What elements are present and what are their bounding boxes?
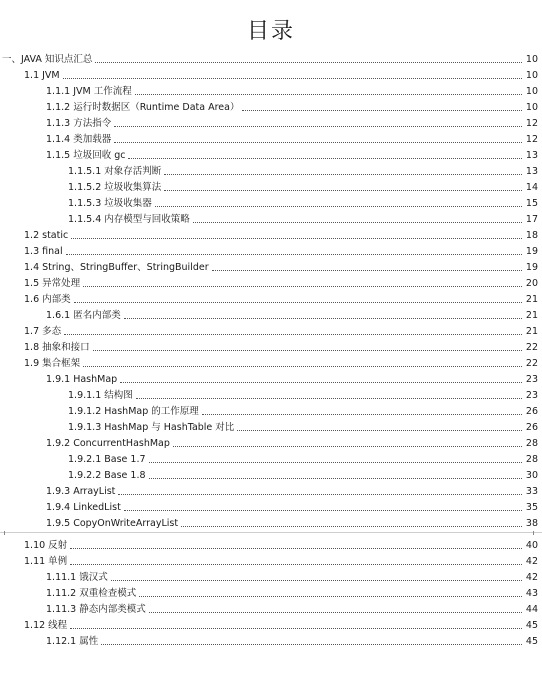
toc-entry[interactable] — [0, 552, 542, 568]
toc-entry-page-number: 28 — [525, 438, 538, 449]
toc-entry-page-number: 12 — [525, 134, 538, 145]
toc-entry[interactable] — [0, 402, 542, 418]
toc-entry-page-number: 21 — [525, 310, 538, 321]
toc-entry-title: 1.9.1.1 结构图 — [68, 390, 133, 401]
toc-entry-page-number: 10 — [525, 102, 538, 113]
toc-entry-page-number: 10 — [525, 54, 538, 65]
toc-entry[interactable] — [0, 226, 542, 242]
toc-entry-title: 1.9.1.2 HashMap 的工作原理 — [68, 406, 199, 417]
toc-entry-page-number: 44 — [525, 604, 538, 615]
toc-entry-title: 1.6 内部类 — [24, 294, 71, 305]
toc-entry-title: 1.9.1 HashMap — [46, 374, 118, 385]
toc-entry-title: 1.1.2 运行时数据区（Runtime Data Area） — [46, 102, 240, 113]
toc-entry-page-number: 40 — [525, 540, 538, 551]
toc-entry-page-number: 19 — [525, 262, 538, 273]
toc-entry-title: 1.9.2 ConcurrentHashMap — [46, 438, 170, 449]
page-break-marker-right — [533, 531, 538, 535]
toc-entry-title: 1.7 多态 — [24, 326, 62, 337]
toc-entry-title: 1.1.5.1 对象存活判断 — [68, 166, 162, 177]
dot-leader — [83, 286, 522, 287]
toc-entry[interactable] — [0, 242, 542, 258]
toc-entry-page-number: 33 — [525, 486, 538, 497]
toc-entry[interactable] — [0, 418, 542, 434]
dot-leader — [202, 414, 522, 415]
page-title: 目录 — [246, 19, 295, 44]
toc-entry-title: 1.4 String、StringBuffer、StringBuilder — [24, 262, 209, 273]
toc-entry[interactable] — [0, 536, 542, 552]
dot-leader — [164, 190, 522, 191]
toc-entry-title: 1.2 static — [24, 230, 69, 241]
toc-entry[interactable] — [0, 370, 542, 386]
toc-entry-page-number: 10 — [525, 86, 538, 97]
dot-leader — [63, 78, 522, 79]
toc-entry[interactable] — [0, 162, 542, 178]
toc-entry-page-number: 45 — [525, 620, 538, 631]
toc-entry-page-number: 21 — [525, 326, 538, 337]
toc-entry-title: 1.11 单例 — [24, 556, 68, 567]
toc-entry-page-number: 21 — [525, 294, 538, 305]
toc-entry[interactable] — [0, 146, 542, 162]
toc-entry-page-number: 23 — [525, 390, 538, 401]
toc-entry-title: 1.1.5 垃圾回收 gc — [46, 150, 126, 161]
dot-leader — [128, 158, 522, 159]
toc-entry[interactable] — [0, 82, 542, 98]
toc-entry-page-number: 22 — [525, 342, 538, 353]
toc-entry-page-number: 30 — [525, 470, 538, 481]
dot-leader — [114, 126, 522, 127]
toc-entry-title: 1.1.4 类加载器 — [46, 134, 112, 145]
dot-leader — [155, 206, 522, 207]
toc-entry-title: 1.11.1 饿汉式 — [46, 572, 108, 583]
dot-leader — [181, 526, 522, 527]
toc-entry-title: 1.1.5.3 垃圾收集器 — [68, 198, 152, 209]
toc-entry[interactable] — [0, 50, 542, 66]
toc-entry-page-number: 22 — [525, 358, 538, 369]
toc-entry-title: 1.1.5.4 内存模型与回收策略 — [68, 214, 190, 225]
toc-entry-title: 1.11.2 双重检查模式 — [46, 588, 137, 599]
toc-entry[interactable] — [0, 482, 542, 498]
toc-entry-page-number: 12 — [525, 118, 538, 129]
toc-entry-title: 1.9.5 CopyOnWriteArrayList — [46, 518, 179, 529]
toc-entry-title: 1.1.1 JVM 工作流程 — [46, 86, 132, 97]
toc-entry[interactable] — [0, 98, 542, 114]
toc-entry-page-number: 23 — [525, 374, 538, 385]
toc-entry-page-number: 35 — [525, 502, 538, 513]
toc-entry-title: 1.9 集合框架 — [24, 358, 81, 369]
toc-entry-page-number: 42 — [525, 556, 538, 567]
dot-leader — [70, 564, 522, 565]
dot-leader — [70, 548, 522, 549]
toc-entry[interactable] — [0, 632, 542, 648]
page-break-marker-left — [4, 531, 9, 535]
toc-entry-page-number: 19 — [525, 246, 538, 257]
toc-entry[interactable] — [0, 178, 542, 194]
toc-entry[interactable] — [0, 434, 542, 450]
toc-entry-page-number: 38 — [525, 518, 538, 529]
dot-leader — [124, 510, 522, 511]
toc-entry-page-number: 18 — [525, 230, 538, 241]
dot-leader — [149, 462, 522, 463]
toc-entry-page-number: 42 — [525, 572, 538, 583]
toc-entry[interactable] — [0, 274, 542, 290]
toc-entry-title: 1.11.3 静态内部类模式 — [46, 604, 146, 615]
toc-entry-title: 1.9.1.3 HashMap 与 HashTable 对比 — [68, 422, 235, 433]
toc-entry-title: 1.1 JVM — [24, 70, 60, 81]
toc-entry-title: 1.12 线程 — [24, 620, 68, 631]
toc-entry-page-number: 20 — [525, 278, 538, 289]
dot-leader — [114, 142, 522, 143]
toc-entry[interactable] — [0, 600, 542, 616]
toc-entry-page-number: 15 — [525, 198, 538, 209]
dot-leader — [83, 366, 522, 367]
toc-entry-title: 1.3 final — [24, 246, 63, 257]
dot-leader — [135, 94, 522, 95]
dot-leader — [64, 334, 522, 335]
dot-leader — [118, 494, 522, 495]
dot-leader — [66, 254, 522, 255]
toc-entry[interactable] — [0, 338, 542, 354]
toc-entry[interactable] — [0, 354, 542, 370]
toc-entry-page-number: 13 — [525, 166, 538, 177]
dot-leader — [71, 238, 522, 239]
toc-entry-title: 1.1.5.2 垃圾收集算法 — [68, 182, 162, 193]
toc-entry[interactable] — [0, 616, 542, 632]
dot-leader — [101, 644, 522, 645]
toc-entry[interactable] — [0, 322, 542, 338]
dot-leader — [242, 110, 522, 111]
toc-entry[interactable] — [0, 466, 542, 482]
dot-leader — [164, 174, 522, 175]
toc-entry[interactable] — [0, 450, 542, 466]
dot-leader — [193, 222, 522, 223]
dot-leader — [120, 382, 522, 383]
dot-leader — [212, 270, 522, 271]
toc-entry-title: 1.1.3 方法指令 — [46, 118, 112, 129]
dot-leader — [93, 350, 522, 351]
toc-entry-title: 1.9.2.1 Base 1.7 — [68, 454, 146, 465]
toc-entry-page-number: 10 — [525, 70, 538, 81]
dot-leader — [95, 62, 522, 63]
toc-entry[interactable] — [0, 498, 542, 514]
toc-entry[interactable] — [0, 386, 542, 402]
dot-leader — [237, 430, 522, 431]
dot-leader — [149, 478, 522, 479]
table-of-contents — [0, 50, 542, 648]
toc-entry-page-number: 43 — [525, 588, 538, 599]
dot-leader — [70, 628, 522, 629]
dot-leader — [136, 398, 522, 399]
toc-entry-title: 1.6.1 匿名内部类 — [46, 310, 121, 321]
dot-leader — [149, 612, 522, 613]
dot-leader — [74, 302, 522, 303]
toc-entry[interactable] — [0, 66, 542, 82]
toc-entry-page-number: 45 — [525, 636, 538, 647]
dot-leader — [173, 446, 522, 447]
toc-entry-title: 1.10 反射 — [24, 540, 68, 551]
toc-entry-page-number: 14 — [525, 182, 538, 193]
dot-leader — [124, 318, 522, 319]
toc-section-bottom — [0, 536, 542, 648]
toc-entry[interactable] — [0, 290, 542, 306]
toc-entry-page-number: 28 — [525, 454, 538, 465]
toc-entry[interactable] — [0, 568, 542, 584]
toc-entry-title: 1.5 异常处理 — [24, 278, 81, 289]
toc-entry-title: 1.9.3 ArrayList — [46, 486, 116, 497]
toc-entry-title: 一、JAVA 知识点汇总 — [2, 54, 93, 65]
toc-entry-page-number: 17 — [525, 214, 538, 225]
toc-entry-title: 1.9.4 LinkedList — [46, 502, 121, 513]
toc-entry[interactable] — [0, 584, 542, 600]
toc-entry[interactable] — [0, 306, 542, 322]
toc-entry[interactable] — [0, 130, 542, 146]
toc-entry[interactable] — [0, 258, 542, 274]
toc-entry[interactable] — [0, 194, 542, 210]
toc-entry-page-number: 13 — [525, 150, 538, 161]
toc-entry-title: 1.12.1 属性 — [46, 636, 99, 647]
toc-entry-page-number: 26 — [525, 422, 538, 433]
toc-entry[interactable] — [0, 514, 542, 530]
page-break-line — [0, 532, 542, 533]
dot-leader — [139, 596, 522, 597]
toc-entry[interactable] — [0, 210, 542, 226]
toc-entry-page-number: 26 — [525, 406, 538, 417]
toc-section-top — [0, 50, 542, 530]
toc-entry-title: 1.8 抽象和接口 — [24, 342, 90, 353]
dot-leader — [111, 580, 522, 581]
toc-entry-title: 1.9.2.2 Base 1.8 — [68, 470, 146, 481]
toc-entry[interactable] — [0, 114, 542, 130]
